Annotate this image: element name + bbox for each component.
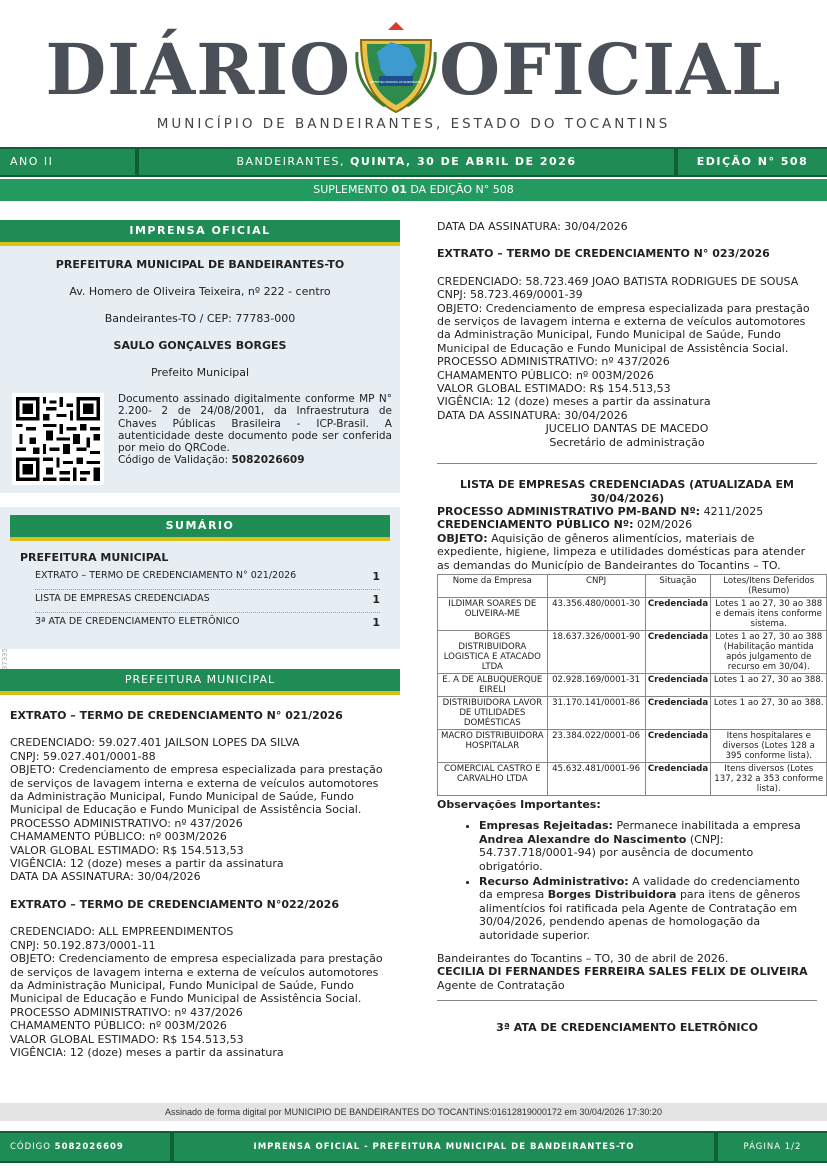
table-row: MACRO DISTRIBUIDORA HOSPITALAR 23.384.022/0001-06 Credenciada Itens hospitalares e diversos (Lotes 128 a 395 conforme lista).	[438, 729, 827, 762]
extrato-023-title: EXTRATO – TERMO DE CREDENCIAMENTO N° 023/2026	[437, 247, 770, 261]
list-item: • Recurso Administrativo: A validade do credenciamento da empresa Borges Distribuidora para itens de gêneros alimentícios foi ratificada pela Agente de Contratação em 30/04/2026, pendendo apenas de homologação da autoridade superior.	[479, 875, 817, 942]
table-row: COMERCIAL CASTRO E CARVALHO LTDA 45.632.481/0001-96 Credenciada Itens diversos (Lotes 137, 232 a 353 conforme lista).	[438, 762, 827, 795]
table-row: BORGES DISTRIBUIDORA LOGISTICA E ATACADO LTDA 18.637.326/0001-90 Credenciada Lotes 1 ao 27, 30 ao 388 (Habilitação mantida após julgamento de recurso em 30/04).	[438, 630, 827, 673]
summary-item[interactable]: 3ª ATA DE CREDENCIAMENTO ELETRÔNICO 1	[35, 616, 380, 629]
table-row: E. A DE ALBUQUERQUE EIRELI 02.928.169/0001-31 Credenciada Lotes 1 ao 27, 30 ao 388.	[438, 673, 827, 696]
ata-title: 3ª ATA DE CREDENCIAMENTO ELETRÔNICO	[496, 1021, 758, 1035]
supplement-bar: SUPLEMENTO 01 DA EDIÇÃO N° 508	[0, 179, 827, 201]
summary-header: SUMÁRIO	[10, 515, 390, 537]
masthead	[0, 0, 827, 145]
edition-year: ANO II	[10, 155, 54, 168]
summary-item[interactable]: LISTA DE EMPRESAS CREDENCIADAS 1	[35, 590, 380, 613]
validation-code: 5082026609	[231, 454, 305, 467]
title-left: DIÁRIO	[45, 28, 352, 111]
footer-bar	[0, 1131, 827, 1163]
summary-section: PREFEITURA MUNICIPAL	[20, 551, 169, 564]
municipal-crest-icon	[355, 22, 437, 114]
left-column	[0, 220, 400, 1059]
agent-name: CECILIA DI FERNANDES FERREIRA SALES FELIX DE OLIVEIRA	[437, 965, 808, 979]
companies-table	[437, 574, 827, 796]
org-address: Av. Homero de Oliveira Teixeira, nº 222 - centro	[69, 285, 331, 298]
table-header-row: Nome da Empresa CNPJ Situação Lotes/Itens Deferidos (Resumo)	[438, 574, 827, 597]
summary-box	[0, 507, 400, 649]
org-city: Bandeirantes-TO / CEP: 77783-000	[104, 312, 296, 325]
mayor-title: Prefeito Municipal	[150, 366, 250, 379]
extrato-023: EXTRATO – TERMO DE CREDENCIAMENTO N° 023/2026 CREDENCIADO: 58.723.469 JOAO BATISTA RODRIGUES DE SOUSA CNPJ: 58.723.469/0001-39 OBJETO: Credenciamento de empresa especializada para prestação de serviços de lavagem interna e externa de veículos automotores da Administração Municipal, Fundo Municipal de Saúde, Fundo Municipal de Educação e Fundo Municipal de Assistência Social. PROCESSO ADMINISTRATIVO: nº 437/2026 CHAMAMENTO PÚBLICO: nº 003M/2026 VALOR GLOBAL ESTIMADO: R$ 154.513,53 VIGÊNCIA: 12 (doze) meses a partir da assinatura DATA DA ASSINATURA: 30/04/2026 JUCELIO DANTAS DE MACEDO Secretário de administração	[437, 247, 817, 449]
extrato-021-title: EXTRATO – TERMO DE CREDENCIAMENTO N° 021/2026	[10, 709, 343, 722]
right-column	[437, 220, 824, 1035]
list-item: • Empresas Rejeitadas: Permanece inabilitada a empresa Andrea Alexandre do Nascimento (CNPJ: 54.737.718/0001-94) por ausência de documento obrigatório.	[479, 819, 817, 873]
extrato-022-title: EXTRATO – TERMO DE CREDENCIAMENTO N°022/2026	[10, 897, 339, 911]
footer-page: PÁGINA 1/2	[743, 1142, 802, 1152]
footer-center: IMPRENSA OFICIAL - PREFEITURA MUNICIPAL DE BANDEIRANTES-TO	[253, 1142, 635, 1152]
lista-title: LISTA DE EMPRESAS CREDENCIADAS (ATUALIZADA EM 30/04/2026)	[460, 478, 794, 505]
signer-name: JUCELIO DANTAS DE MACEDO	[545, 422, 709, 436]
qr-description: Documento assinado digitalmente conforme MP N° 2.200- 2 de 24/08/2001, da Infraestrutura de Chaves Públicas Brasileira - ICP-Brasil. A autenticidade deste documento pode ser conferida por meio do QRCode. Código de Validação: 5082026609	[118, 393, 392, 467]
signer-title: Secretário de administração	[549, 435, 705, 449]
agent-title: Agente de Contratação	[437, 978, 565, 992]
mayor-name: SAULO GONÇALVES BORGES	[113, 339, 287, 352]
lista-credenciadas: LISTA DE EMPRESAS CREDENCIADAS (ATUALIZADA EM 30/04/2026) PROCESSO ADMINISTRATIVO PM-BAND Nº: 4211/2025 CREDENCIAMENTO PÚBLICO Nº: 02M/2026 OBJETO: Aquisição de gêneros alimentícios, materiais de expediente, higiene, limpeza e utilidades domésticas para atender as demandas do Município de Bandeirantes do Tocantins – TO. Nome da Empresa CNPJ Situação Lotes/Itens Deferidos (Resumo) ILDIMAR SOARES DE OLIVEIRA-ME 43.356.480/0001-30 Credenciada Lotes 1 ao 27, 30 ao 388 e demais itens conforme sistema. BORGES DISTRIBUIDORA LOGISTICA E ATACADO LTDA 18.637.326/0001-90 Credenciada Lotes 1 ao 27, 30 ao 388 (Habilitação mantida após julgamento de recurso em 30/04). E. A DE ALBUQUERQUE EIRELI 02.928.169/0001-31 Credenciada Lotes 1 ao 27, 30 ao 388. DISTRIBUIDORA LAVOR DE UTILIDADES DOMÉSTICAS 31.170.141/0001-86 Credenciada Lotes 1 ao 27, 30 ao 388. MACRO DISTRIBUIDORA HOSPITALAR 23.384.022/0001-06 Credenciada Itens hospitalares e diversos (Lotes 128 a 395 conforme lista). COMERCIAL CASTRO E CARVALHO LTDA 45.632.481/0001-96 Credenciada Itens diversos (Lotes 137, 232 a 353 conforme lista). Observações Importantes: • Empresas Rejeitadas: Permanece inabilitada a empresa Andrea Alexandre do Nascimento (CNPJ: 54.737.718/0001-94) por ausência de documento obrigatório. • Recurso Administrativo: A validade do credenciamento da empresa Borges Distribuidora para itens de gêneros alimentícios foi ratificada pela Agente de Contratação em 30/04/2026, pendendo apenas de homologação da autoridade superior. Bandeirantes do Tocantins – TO, 30 de abril de 2026. CECILIA DI FERNANDES FERREIRA SALES FELIX DE OLIVEIRA Agente de Contratação	[437, 478, 817, 992]
obs-title: Observações Importantes:	[437, 797, 601, 811]
prefeitura-header: PREFEITURA MUNICIPAL	[0, 669, 400, 691]
title-right: OFICIAL	[439, 28, 782, 111]
qr-code-icon[interactable]	[12, 393, 104, 485]
extrato-022: EXTRATO – TERMO DE CREDENCIAMENTO N°022/2026 CREDENCIADO: ALL EMPREENDIMENTOS CNPJ: 50.192.873/0001-11 OBJETO: Credenciamento de empresa especializada para prestação de serviços de lavagem interna e externa de veículos automotores da Administração Municipal, Fundo Municipal de Saúde, Fundo Municipal de Educação e Fundo Municipal de Assistência Social. PROCESSO ADMINISTRATIVO: nº 437/2026 CHAMAMENTO PÚBLICO: nº 003M/2026 VALOR GLOBAL ESTIMADO: R$ 154.513,53 VIGÊNCIA: 12 (doze) meses a partir da assinatura	[0, 898, 400, 1059]
table-row: ILDIMAR SOARES DE OLIVEIRA-ME 43.356.480/0001-30 Credenciada Lotes 1 ao 27, 30 ao 388 e demais itens conforme sistema.	[438, 597, 827, 630]
signature-date: DATA DA ASSINATURA: 30/04/2026	[437, 220, 628, 233]
place-date: Bandeirantes do Tocantins – TO, 30 de abril de 2026.	[437, 952, 729, 965]
obs-list	[437, 819, 817, 942]
journal-subtitle: MUNICÍPIO DE BANDEIRANTES, ESTADO DO TOCANTINS	[156, 116, 671, 132]
org-name: PREFEITURA MUNICIPAL DE BANDEIRANTES-TO	[55, 258, 345, 271]
edition-date: BANDEIRANTES, QUINTA, 30 DE ABRIL DE 2026	[236, 155, 577, 168]
table-row: DISTRIBUIDORA LAVOR DE UTILIDADES DOMÉSTICAS 31.170.141/0001-86 Credenciada Lotes 1 ao 27, 30 ao 388.	[438, 696, 827, 729]
imprensa-header: IMPRENSA OFICIAL	[0, 220, 400, 242]
summary-item[interactable]: EXTRATO – TERMO DE CREDENCIAMENTO N° 021/2026 1	[35, 567, 380, 590]
edition-number: EDIÇÃO N° 508	[696, 155, 809, 168]
crest-text: PREFEITURA MUNICIPAL DE BANDEIRANTES	[370, 81, 422, 84]
imprensa-box	[0, 246, 400, 493]
footer-code: CÓDIGO 5082026609	[10, 1142, 124, 1152]
extrato-021: EXTRATO – TERMO DE CREDENCIAMENTO N° 021/2026 CREDENCIADO: 59.027.401 JAILSON LOPES DA SILVA CNPJ: 59.027.401/0001-88 OBJETO: Credenciamento de empresa especializada para prestação de serviços de lavagem interna e externa de veículos automotores da Administração Municipal, Fundo Municipal de Saúde, Fundo Municipal de Educação e Fundo Municipal de Assistência Social. PROCESSO ADMINISTRATIVO: nº 437/2026 CHAMAMENTO PÚBLICO: nº 003M/2026 VALOR GLOBAL ESTIMADO: R$ 154.513,53 VIGÊNCIA: 12 (doze) meses a partir da assinatura DATA DA ASSINATURA: 30/04/2026	[0, 709, 400, 884]
edition-bar	[0, 147, 827, 177]
digital-signature-line: Assinado de forma digital por MUNICIPIO DE BANDEIRANTES DO TOCANTINS:01612819000172 em 30/04/2026 17:30:20	[0, 1103, 827, 1121]
